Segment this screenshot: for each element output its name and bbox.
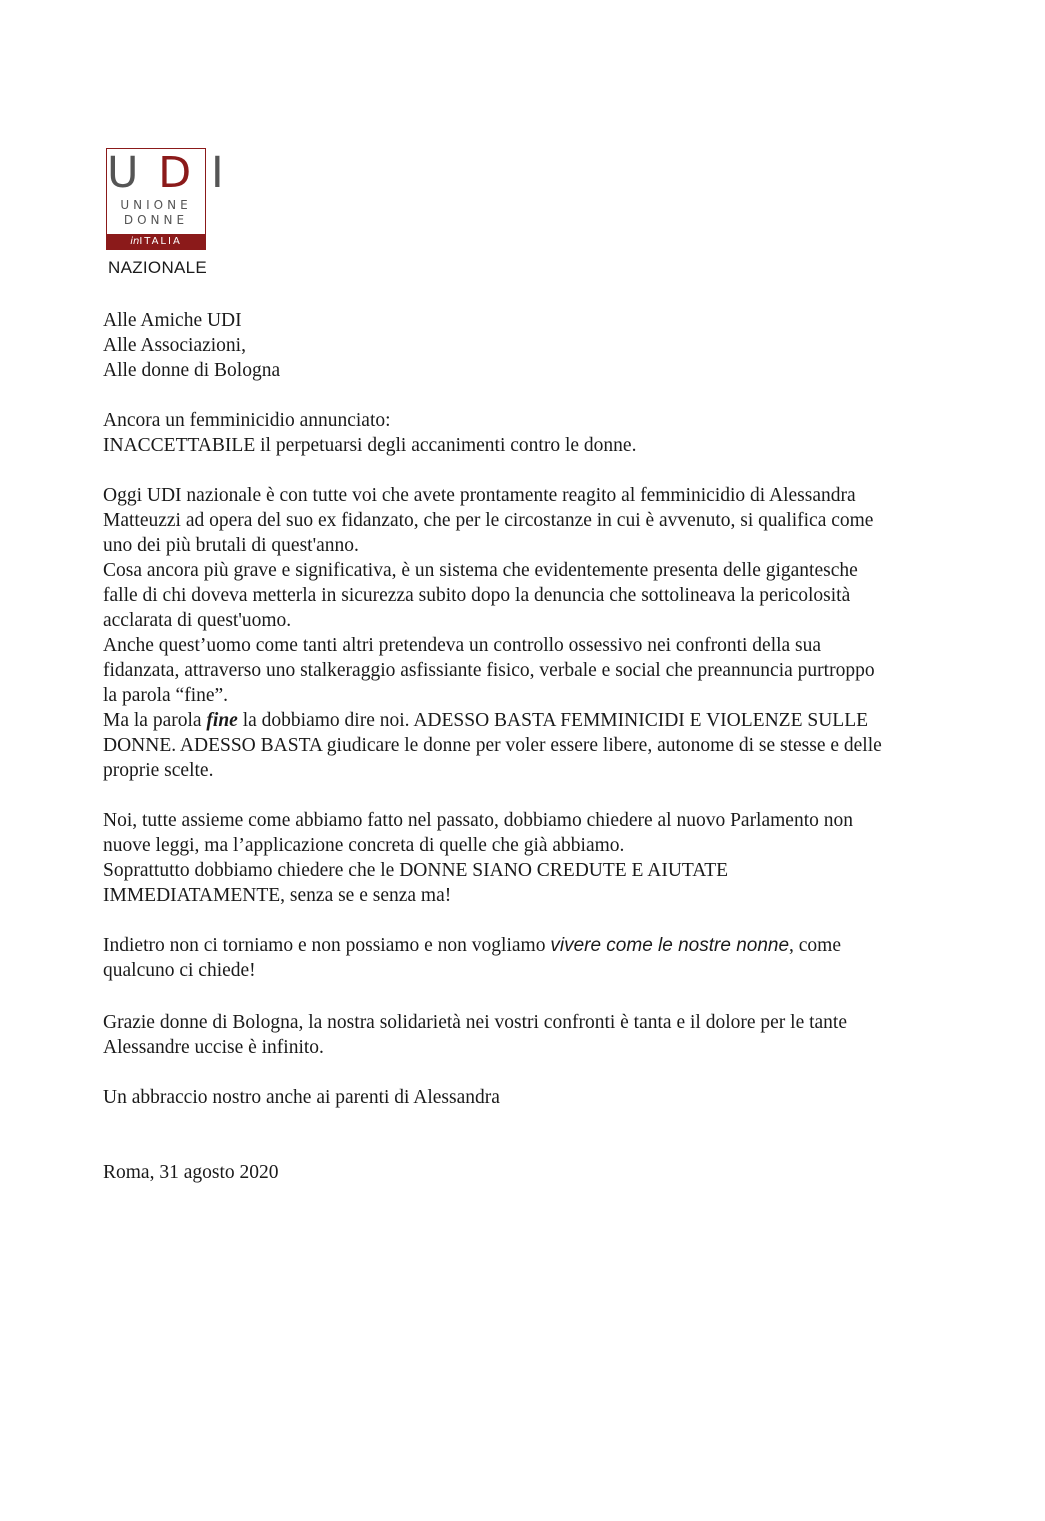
body-line: Oggi UDI nazionale è con tutte voi che avete prontamente reagito al femminicidio di Alessandra	[103, 485, 856, 506]
letter-body	[103, 308, 993, 1185]
logo-line-unione: UNIONE	[120, 198, 192, 212]
body-line: la parola “fine”.	[103, 685, 229, 706]
thanks-line: Grazie donne di Bologna, la nostra solidarietà nei vostri confronti è tanta e il dolore per le tante	[103, 1012, 847, 1033]
nonne-line: qualcuno ci chiede!	[103, 960, 256, 981]
salutation-line: Alle Associazioni,	[103, 335, 246, 356]
logo-caption: NAZIONALE	[108, 258, 208, 277]
logo-letter-i: I	[210, 148, 227, 198]
fine-emphasis: fine	[206, 710, 238, 731]
body-line: Anche quest’uomo come tanti altri pretendeva un controllo ossessivo nei confronti della sua	[103, 635, 822, 656]
logo-letters	[107, 148, 227, 198]
parliament-line: Soprattutto dobbiamo chiedere che le DONNE SIANO CREDUTE E AIUTATE	[103, 860, 729, 881]
signature-line: Roma, 31 agosto 2020	[103, 1162, 279, 1183]
body-line: Matteuzzi ad opera del suo ex fidanzato, che per le circostanze in cui è avvenuto, si qualifica come	[103, 510, 874, 531]
parliament-line: nuove leggi, ma l’applicazione concreta di quelle che già abbiamo.	[103, 835, 625, 856]
parliament-line: IMMEDIATAMENTE, senza se e senza ma!	[103, 885, 452, 906]
logo-band-italia: ITALIA	[139, 236, 182, 247]
logo-letter-d: D	[158, 148, 195, 198]
body-line: uno dei più brutali di quest'anno.	[103, 535, 359, 556]
logo-letter-u: U	[107, 148, 142, 198]
closing-line: Un abbraccio nostro anche ai parenti di Alessandra	[103, 1087, 500, 1108]
salutation-line: Alle Amiche UDI	[103, 310, 242, 331]
nonne-italic: vivere come le nostre nonne	[550, 935, 790, 956]
nonne-post: , come	[789, 935, 842, 956]
fine-post: la dobbiamo dire noi. ADESSO BASTA FEMMINICIDI E VIOLENZE SULLE	[237, 710, 869, 731]
udi-logo	[106, 148, 227, 250]
body-line: DONNE. ADESSO BASTA giudicare le donne per voler essere libere, autonome di se stesse e delle	[103, 735, 882, 756]
thanks-line: Alessandre uccise è infinito.	[103, 1037, 324, 1058]
nonne-pre: Indietro non ci torniamo e non possiamo e non vogliamo	[103, 935, 551, 956]
body-line: acclarata di quest'uomo.	[103, 610, 292, 631]
nonne-line	[103, 933, 993, 958]
body-line: fidanzata, attraverso uno stalkeraggio asfissiante fisico, verbale e social che preannuncia purtroppo	[103, 660, 875, 681]
body-line: falle di chi doveva metterla in sicurezza subito dopo la denuncia che sottolineava la pericolosità	[103, 585, 851, 606]
intro-line: Ancora un femminicidio annunciato:	[103, 410, 391, 431]
parliament-line: Noi, tutte assieme come abbiamo fatto nel passato, dobbiamo chiedere al nuovo Parlamento non	[103, 810, 853, 831]
body-line: Cosa ancora più grave e significativa, è un sistema che evidentemente presenta delle gigantesche	[103, 560, 858, 581]
body-line	[103, 708, 993, 733]
intro-line: INACCETTABILE il perpetuarsi degli accanimenti contro le donne.	[103, 435, 637, 456]
logo-band	[107, 234, 205, 249]
body-line: proprie scelte.	[103, 760, 214, 781]
logo-line-donne: DONNE	[123, 213, 189, 227]
fine-pre: Ma la parola	[103, 710, 207, 731]
salutation-line: Alle donne di Bologna	[103, 360, 281, 381]
logo-band-in: in	[130, 236, 140, 247]
